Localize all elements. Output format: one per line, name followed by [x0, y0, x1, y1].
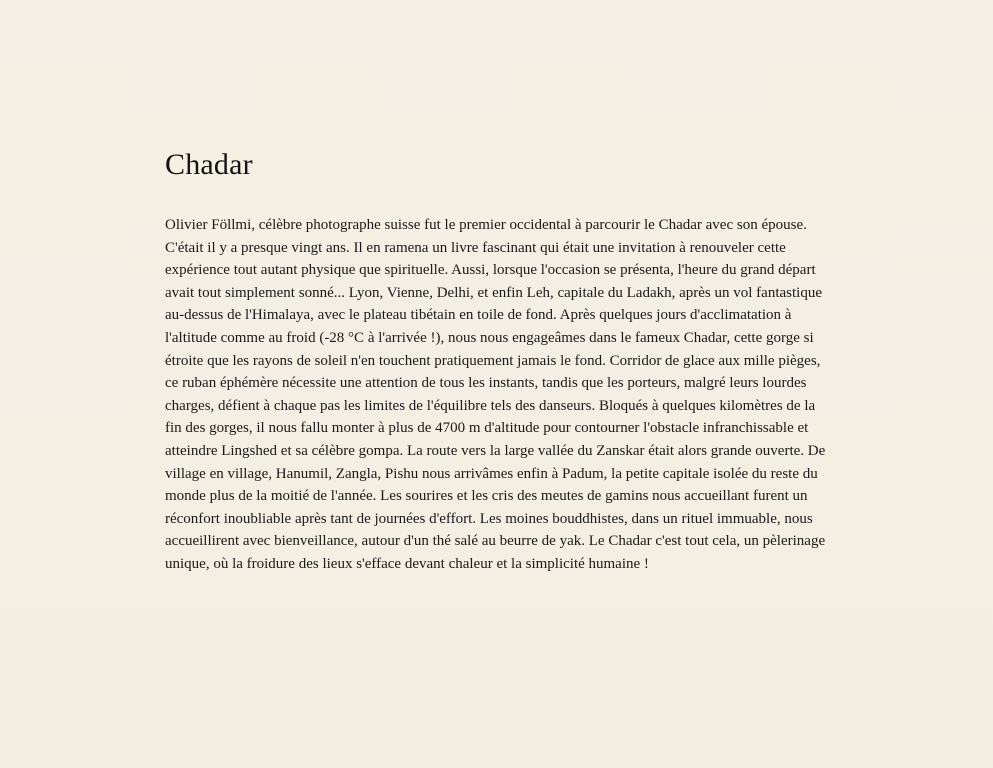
- page-title: Chadar: [165, 148, 253, 181]
- article: [165, 146, 830, 576]
- body-paragraph: Olivier Föllmi, célèbre photographe suisse fut le premier occidental à parcourir le Chadar avec son épouse. C'était il y a presque vingt ans. Il en ramena un livre fascinant qui était une invitation à renouveler cette expérience tout autant physique que spirituelle. Aussi, lorsque l'occasion se présenta, l'heure du grand départ avait tout simplement sonné... Lyon, Vienne, Delhi, et enfin Leh, capitale du Ladakh, après un vol fantastique au-dessus de l'Himalaya, avec le plateau tibétain en toile de fond. Après quelques jours d'acclimatation à l'altitude comme au froid (-28 °C à l'arrivée !), nous nous engageâmes dans le fameux Chadar, cette gorge si étroite que les rayons de soleil n'en touchent pratiquement jamais le fond. Corridor de glace aux mille pièges, ce ruban éphémère nécessite une attention de tous les instants, tandis que les porteurs, malgré leurs lourdes charges, défient à chaque pas les limites de l'équilibre tels des danseurs. Bloqués à quelques kilomètres de la fin des gorges, il nous fallu monter à plus de 4700 m d'altitude pour contourner l'obstacle infranchissable et atteindre Lingshed et sa célèbre gompa. La route vers la large vallée du Zanskar était alors grande ouverte. De village en village, Hanumil, Zangla, Pishu nous arrivâmes enfin à Padum, la petite capitale isolée du reste du monde plus de la moitié de l'année. Les sourires et les cris des meutes de gamins nous accueillant furent un réconfort inoubliable après tant de journées d'effort. Les moines bouddhistes, dans un rituel immuable, nous accueillirent avec bienveillance, autour d'un thé salé au beurre de yak. Le Chadar c'est tout cela, un pèlerinage unique, où la froidure des lieux s'efface devant chaleur et la simplicité humaine !: [165, 217, 826, 572]
